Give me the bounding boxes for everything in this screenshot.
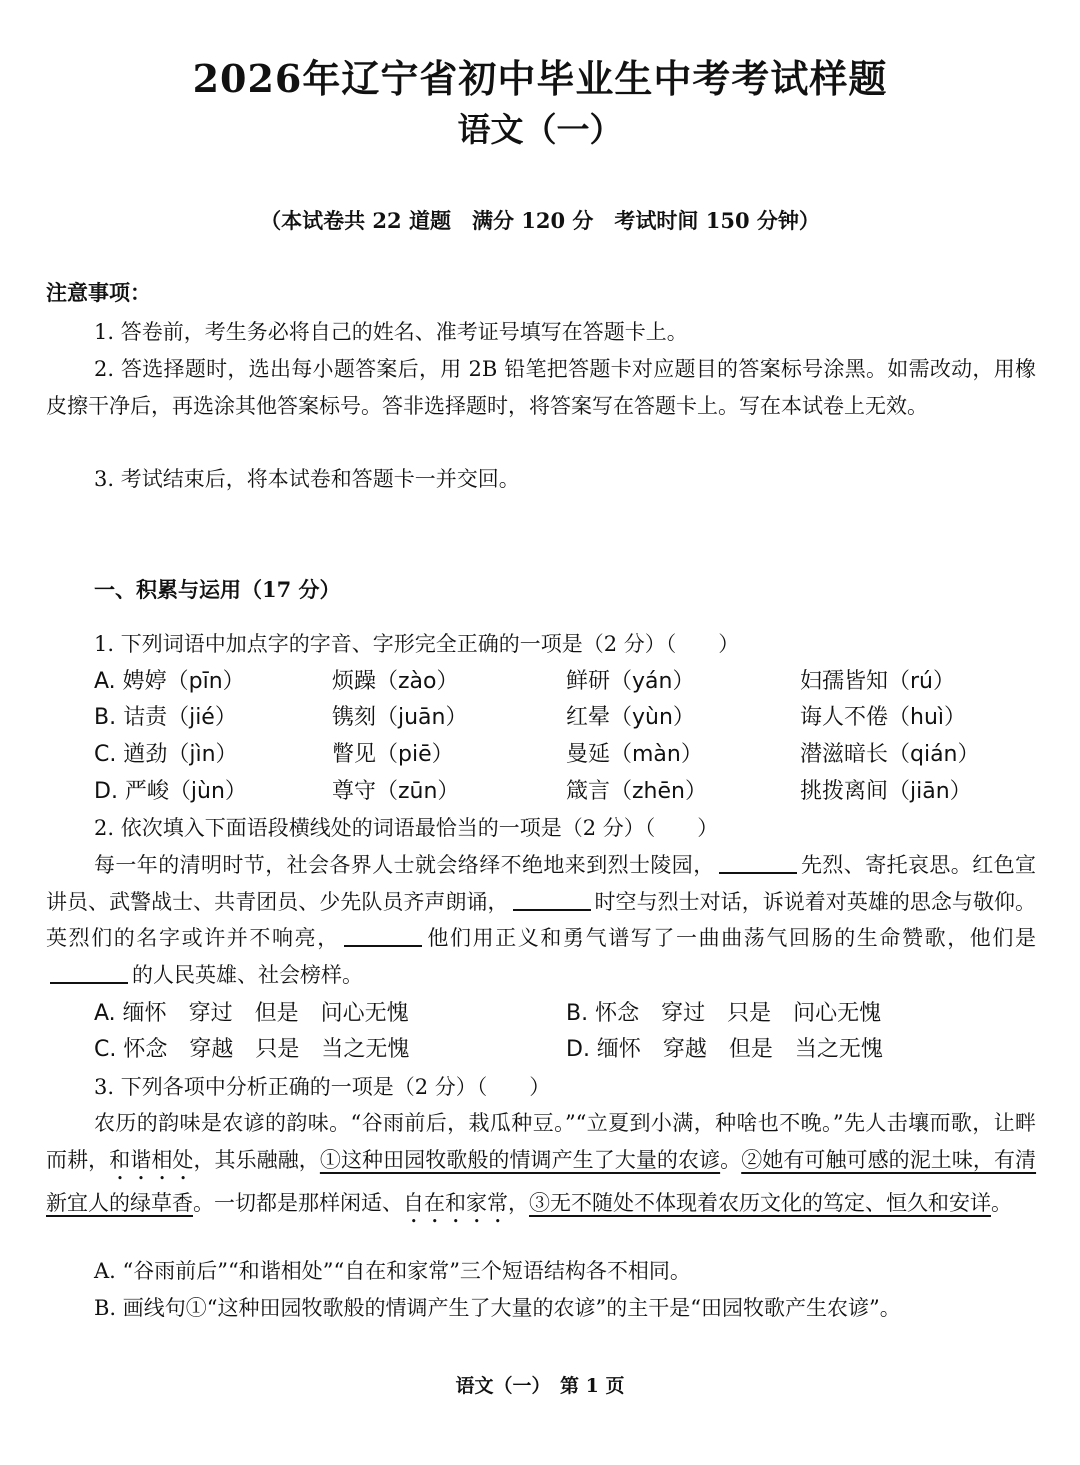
option-b: B. 怀念 穿过 只是 问心无愧 [566,1001,882,1026]
passage-text: 。一切都是那样闲适、 [193,1190,403,1215]
passage-text: ， [508,1190,529,1215]
exam-info: （本试卷共 22 道题 满分 120 分 考试时间 150 分钟） [260,208,820,233]
passage-text: 他们用正义和勇气谱写了一曲曲荡气回肠的生命赞歌，他们是 [425,926,1037,950]
passage-text: 。 [991,1190,1012,1215]
question-1-stem: 1. 下列词语中加点字的字音、字形完全正确的一项是（2 分）（ ） [94,632,740,656]
notice-heading: 注意事项： [46,280,151,305]
option-cell: 诲人不倦（huì） [800,705,966,730]
notice-item: 2. 答选择题时，选出每小题答案后，用 2B 铅笔把答题卡对应题目的答案标号涂黑。如需改动，用橡皮擦干净后，再选涂其他答案标号。答非选择题时，将答案写在答题卡上。写在本试卷上无效。 [46,357,1036,418]
notice-item: 1. 答卷前，考生务必将自己的姓名、准考证号填写在答题卡上。 [94,320,688,344]
option-cell: C. 遒劲（jìn） [94,742,238,767]
answer-blank [513,889,591,911]
passage-text: 农历的韵味是农谚的韵味。“谷雨前后，栽瓜种豆。”“立夏到小满，种啥也不晚。”先人击壤而歌，让畔而耕， [46,1111,1036,1172]
question-3-passage [46,1105,1036,1228]
question-3-stem: 3. 下列各项中分析正确的一项是（2 分）（ ） [94,1075,551,1099]
underlined-sentence-3: ③无不随处不体现着农历文化的笃定、恒久和安详 [529,1190,991,1215]
passage-text: ，其乐融融， [193,1147,320,1172]
question-3-option-b: B. 画线句①“这种田园牧歌般的情调产生了大量的农谚”的主干是“田园牧歌产生农谚”。 [94,1296,901,1320]
section-heading: 一、积累与运用（17 分） [94,577,341,602]
option-cell: 烦躁（zào） [332,669,459,694]
option-cell: B. 诘责（jié） [94,705,237,730]
option-cell: A. 娉婷（pīn） [94,669,245,694]
passage-text: 的人民英雄、社会榜样。 [132,962,363,987]
dotted-phrase: 自在和家常 [403,1190,508,1215]
question-2-stem: 2. 依次填入下面语段横线处的词语最恰当的一项是（2 分）（ ） [94,816,719,840]
page-footer: 语文（一） 第 1 页 [455,1375,625,1397]
passage-text: 每一年的清明时节，社会各界人士就会络绎不绝地来到烈士陵园， [94,853,715,877]
answer-blank [719,852,797,874]
dotted-phrase: 和谐相处 [109,1147,194,1172]
option-d: D. 缅怀 穿越 但是 当之无愧 [566,1037,883,1062]
option-cell: 鲜研（yán） [566,669,695,694]
question-2-passage [46,847,1036,993]
option-cell: 曼延（màn） [566,742,703,767]
passage-text: 。 [720,1147,742,1172]
underlined-sentence-1: ①这种田园牧歌般的情调产生了大量的农谚 [319,1147,721,1172]
answer-blank [344,925,422,947]
option-cell: 镌刻（juān） [332,705,468,730]
page-title: 2026年辽宁省初中毕业生中考考试样题 [192,56,888,101]
option-cell: 红晕（yùn） [566,705,695,730]
option-c: C. 怀念 穿越 只是 当之无愧 [94,1037,410,1062]
notice-item: 3. 考试结束后，将本试卷和答题卡一并交回。 [94,467,520,491]
underlined-sentence-2: ②她有可触可感的泥土味，有清新宜人的绿草香 [46,1147,1037,1215]
option-cell: 箴言（zhēn） [566,779,707,804]
passage-text: 先烈、寄托哀思。红色宣讲员、武警战士、共青团员、少先队员齐声朗诵， [46,853,1037,914]
option-cell: 挑拨离间（jiān） [800,779,972,804]
answer-blank [50,962,128,984]
option-a: A. 缅怀 穿过 但是 问心无愧 [94,1001,409,1026]
question-3-option-a: A. “谷雨前后”“和谐相处”“自在和家常”三个短语结构各不相同。 [94,1259,691,1283]
option-cell: 瞥见（piē） [332,742,454,767]
option-cell: 妇孺皆知（rú） [800,669,955,694]
page-subtitle: 语文（一） [457,110,623,149]
option-cell: 尊守（zūn） [332,779,460,804]
option-cell: D. 严峻（jùn） [94,779,247,804]
option-cell: 潜滋暗长（qián） [800,742,980,767]
passage-text: 时空与烈士对话，诉说着对英雄的思念与敬仰。英烈们的名字或许并不响亮， [46,889,1037,950]
